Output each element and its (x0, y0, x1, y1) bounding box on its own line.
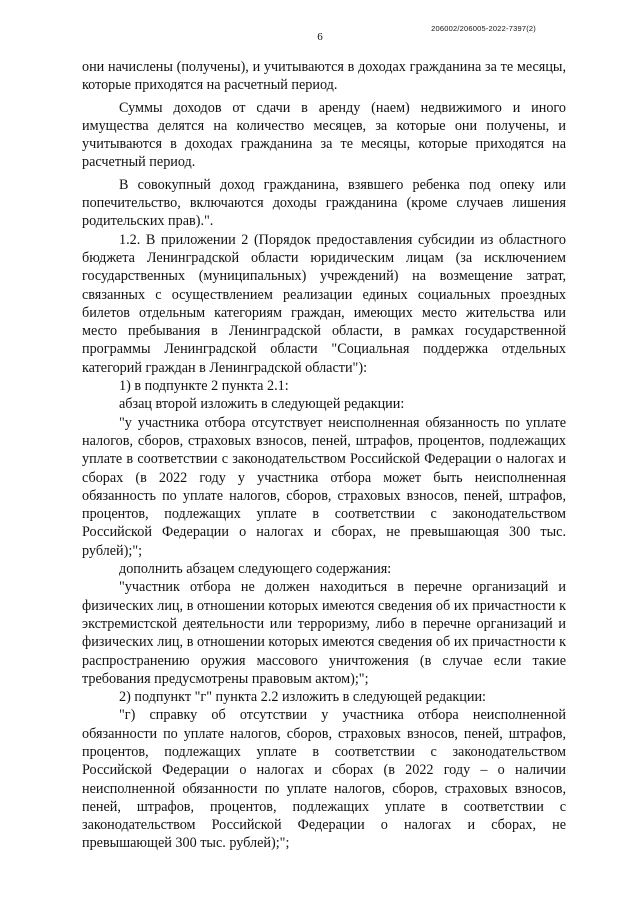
paragraph-extremism-quote: "участник отбора не должен находиться в перечне организаций и физических лиц, в отношении которых имеются сведения об их причастности к экстремистской деятельности или терроризму, либо в перечне организаций и физических лиц, в отношении которых имеются сведения об их причастности к распространению оружия массового уничтожения (в случае если такие требования предусмотрены правовым актом);"; (82, 579, 566, 687)
paragraph-add-paragraph-instruction: дополнить абзацем следующего содержания: (119, 561, 392, 578)
paragraph-appendix-2: 1.2. В приложении 2 (Порядок предоставления субсидии из областного бюджета Ленинградской области юридическим лицам (за исключением государственных (муниципальных) учреждений) на возмещение затрат, связанных с осуществлением реализации единых социальных проездных билетов отдельным категориям граждан, имеющих место жительства или место пребывания в Ленинградской области, в рамках государственной программы Ленинградской области "Социальная поддержка отдельных категорий граждан в Ленинградской области"): (82, 231, 566, 376)
document-body (82, 58, 566, 853)
paragraph-subitem-g-instruction: 2) подпункт "г" пункта 2.2 изложить в следующей редакции: (119, 689, 486, 706)
paragraph-income-continuation: они начислены (получены), и учитываются в доходах гражданина за те месяцы, которые приходятся на расчетный период. (82, 59, 566, 94)
paragraph-tax-obligation-quote: "у участника отбора отсутствует неисполненная обязанность по уплате налогов, сборов, страховых взносов, пеней, штрафов, процентов, подлежащих уплате в соответствии с законодательством Российской Федерации о налогах и сборах (в 2022 году у участника отбора может быть неисполненная обязанность по уплате налогов, сборов, страховых взносов, пеней, штрафов, процентов, подлежащих уплате в соответствии с законодательством Российской Федерации о налогах и сборах, не превышающая 300 тыс. рублей);"; (82, 414, 566, 559)
paragraph-rent-income: Суммы доходов от сдачи в аренду (наем) недвижимого и иного имущества делятся на количество месяцев, за которые они получены, и учитываются в доходах гражданина за те месяцы, которые приходятся на расчетный период. (82, 99, 566, 171)
document-id: 206002/206005-2022-7397(2) (431, 24, 536, 33)
page-number: 6 (317, 31, 323, 43)
paragraph-second-para-instruction: абзац второй изложить в следующей редакции: (119, 396, 405, 413)
paragraph-subitem-2-1: 1) в подпункте 2 пункта 2.1: (119, 378, 289, 395)
paragraph-guardianship-income: В совокупный доход гражданина, взявшего ребенка под опеку или попечительство, включаются доходы гражданина (кроме случаев лишения родительских прав).". (82, 176, 566, 230)
paragraph-certificate-quote: "г) справку об отсутствии у участника отбора неисполненной обязанности по уплате налогов, сборов, страховых взносов, пеней, штрафов, процентов, подлежащих уплате в соответствии с законодательством Российской Федерации о налогах и сборах (в 2022 году – о наличии неисполненной обязанности по уплате налогов, сборов, страховых взносов, пеней, штрафов, процентов, подлежащих уплате в соответствии с законодательством Российской Федерации о налогах и сборах, не превышающей 300 тыс. рублей);"; (82, 707, 566, 852)
